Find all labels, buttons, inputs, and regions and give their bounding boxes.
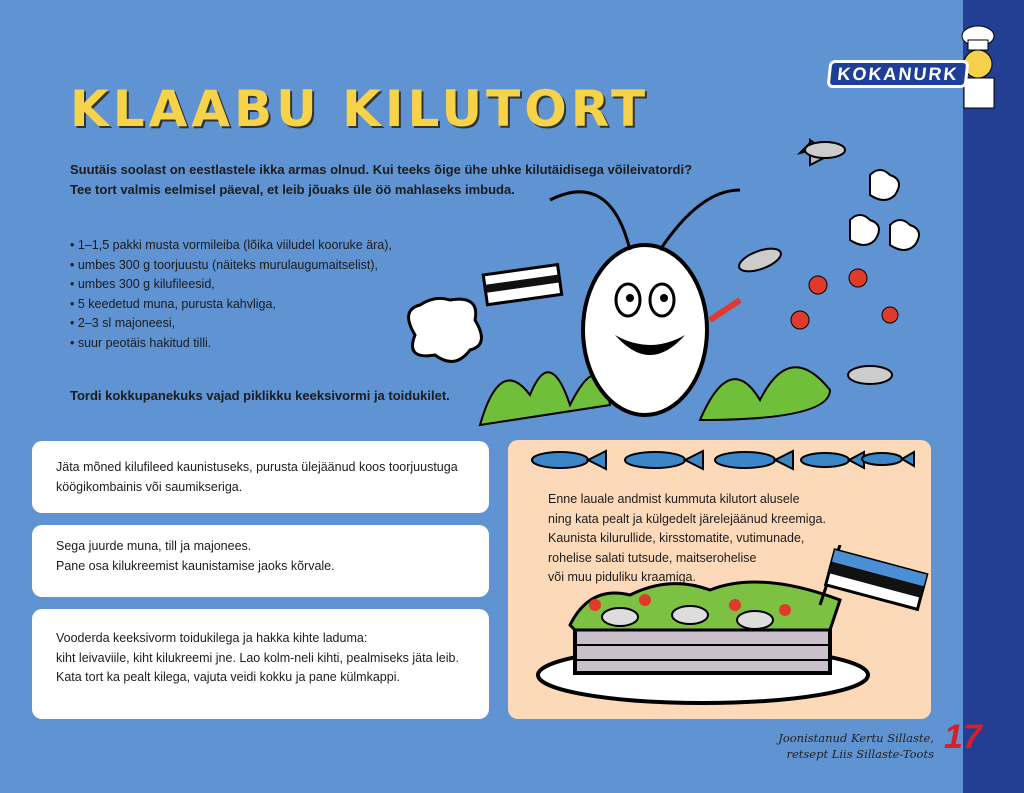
page-number: 17 — [944, 718, 982, 756]
step-text: Vooderda keeksivorm toidukilega ja hakka kihte laduma: — [56, 631, 368, 645]
step-text: kiht leivaviile, kiht kilukreemi jne. Lao kolm-neli kihti, pealmiseks jäta leib. — [56, 650, 459, 665]
final-line: või muu piduliku kraamiga. — [548, 570, 696, 584]
step-1-box — [32, 441, 489, 513]
kokanurk-logo: KOKANURK — [827, 60, 970, 88]
credits — [778, 730, 934, 762]
ingredient-item: • 1–1,5 pakki musta vormileiba (lõika viiludel kooruke ära), — [70, 236, 392, 256]
step-text: Pane osa kilukreemist kaunistamise jaoks kõrvale. — [56, 558, 335, 573]
ingredient-item: • 5 keedetud muna, purusta kahvliga, — [70, 295, 392, 315]
credit-line: Joonistanud Kertu Sillaste, — [778, 731, 934, 745]
step-3-box — [32, 609, 489, 719]
ingredient-item: • umbes 300 g toorjuustu (näiteks murulaugumaitselist), — [70, 256, 392, 276]
step-text: köögikombainis või saumikseriga. — [56, 479, 243, 494]
intro-line: Tee tort valmis eelmisel päeval, et leib jõuaks üle öö mahlaseks imbuda. — [70, 182, 515, 197]
equipment-note: Tordi kokkupanekuks vajad piklikku keeksivormi ja toidukilet. — [70, 388, 450, 403]
intro-line: Suutäis soolast on eestlastele ikka armas olnud. Kui teeks õige ühe uhke kilutäidisega võileivatordi? — [70, 162, 693, 177]
side-strip — [963, 0, 1024, 793]
final-line: Kaunista kilurullide, kirsstomatite, vutimunade, — [548, 531, 805, 545]
step-text: Kata tort ka pealt kilega, vajuta veidi kokku ja pane külmkappi. — [56, 670, 400, 684]
final-line: ning kata pealt ja külgedelt järelejäänud kreemiga. — [548, 511, 826, 526]
ingredient-item: • umbes 300 g kilufileesid, — [70, 275, 392, 295]
ingredient-item: • 2–3 sl majoneesi, — [70, 314, 392, 334]
cake-illustration — [535, 545, 935, 710]
ingredient-item: • suur peotäis hakitud tilli. — [70, 334, 392, 354]
final-line: Enne lauale andmist kummuta kilutort alusele — [548, 492, 800, 506]
step-2-box — [32, 525, 489, 597]
recipe-title: KLAABU KILUTORT — [70, 80, 650, 138]
fish-row-illustration — [530, 445, 920, 475]
ingredient-list — [70, 236, 392, 353]
final-line: rohelise salati tutsude, maitserohelise — [548, 550, 757, 565]
step-text: Jäta mõned kilufileed kaunistuseks, purusta ülejäänud koos toorjuustuga — [56, 460, 458, 474]
egg-character-illustration — [380, 120, 940, 440]
step-text: Sega juurde muna, till ja majonees. — [56, 539, 252, 553]
credit-line: retsept Liis Sillaste-Toots — [786, 747, 934, 761]
